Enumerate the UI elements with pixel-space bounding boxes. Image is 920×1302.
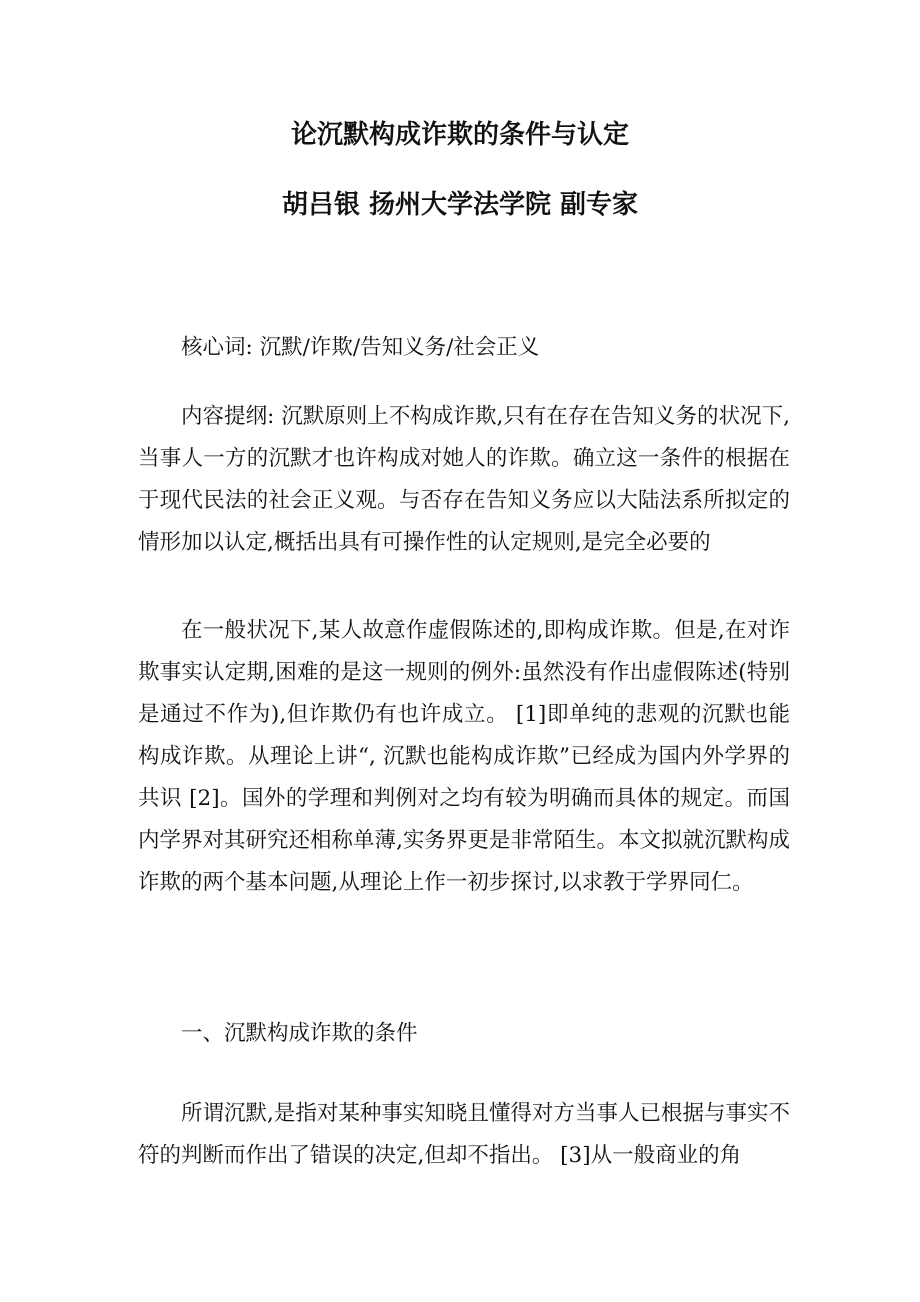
abstract-paragraph: 内容提纲: 沉默原则上不构成诈欺,只有在存在告知义务的状况下,当事人一方的沉默才也许构成对她人的诈欺。确立这一条件的根据在于现代民法的社会正义观。与否存在告知义务应以大陆法系所拟定的情形加以认定,概括出具有可操作性的认定规则,是完全必要的 <box>138 404 790 555</box>
section-heading: 一、沉默构成诈欺的条件 <box>181 1021 418 1046</box>
intro-paragraph: 在一般状况下,某人故意作虚假陈述的,即构成诈欺。但是,在对诈欺事实认定期,困难的是这一规则的例外:虽然没有作出虚假陈述(特别是通过不作为),但诈欺仍有也许成立。 [1]即单纯的悲观的沉默也能构成诈欺。从理论上讲“, 沉默也能构成诈欺”已经成为国内外学界的共识 [2]。国外的学理和判例对之均有较为明确而具体的规定。而国内学界对其研究还相称单薄,实务界更是非常陌生。本文拟就沉默构成诈欺的两个基本问题,从理论上作一初步探讨,以求教于学界同仁。 <box>138 618 790 895</box>
author-line: 胡吕银 扬州大学法学院 副专家 <box>281 190 639 220</box>
section-paragraph: 所谓沉默,是指对某种事实知晓且懂得对方当事人已根据与事实不符的判断而作出了错误的决定,但却不指出。 [3]从一般商业的角 <box>138 1101 790 1168</box>
document-title: 论沉默构成诈欺的条件与认定 <box>290 120 629 150</box>
keywords-line: 核心词: 沉默/诈欺/告知义务/社会正义 <box>181 335 540 360</box>
